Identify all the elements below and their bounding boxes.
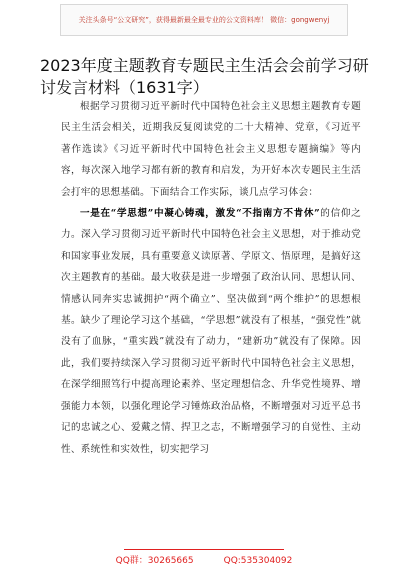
intro-paragraph: 根据学习贯彻习近平新时代中国特色社会主义思想主题教育专题民主生活会相关，近期我反复阅读党的二十大精神、党章，《习近平著作选读》《习近平新时代中国特色社会主义思想专题摘编》等内容，每次深入地学习都有新的教育和启发，为开好本次专题民主生活会打牢的思想基础。下面结合工作实际，谈几点学习体会： bbox=[61, 101, 361, 198]
footer-qq-group: QQ群：30265665 bbox=[115, 556, 194, 566]
section-body: 的信仰之力。深入学习贯彻习近平新时代中国特色社会主义思想，对于推动党和国家事业发展，具有重要意义读原著、学原文、悟原理，是搞好这次主题教育的基础。最大收获是进一步增强了政治认同、思想认同、情感认同奔实忠诚拥护“两个确立”、坚决做到“两个维护”的思想根基。缺少了理论学习这个基础，“学思想”就没有了根基，“强党性”就没有了血脉，“重实践”就没有了动力，“建新功”就没有了保障。因此，我们要持续深入学习贯彻习近平新时代中国特色社会主义思想，在深学细照笃行中提高理论素养、坚定理想信念、升华党性境界、增强能力本领，以强化理论学习锤炼政治品格，不断增强对习近平总书记的忠诚之心、爱戴之情、捍卫之志，不断增强学习的自觉性、主动性、系统性和实效性，切实把学习 bbox=[61, 208, 361, 455]
header-banner bbox=[60, 4, 348, 36]
section-paragraph bbox=[61, 203, 361, 460]
section-heading: 一是在“学思想”中凝心铸魂，激发“不指南方不肯休” bbox=[80, 208, 320, 220]
header-banner-text: 关注头条号“公文研究”，获得最新最全最专业的公文资料库！ 微信：gongwenyj bbox=[78, 16, 330, 24]
page-title: 2023年度主题教育专题民主生活会会前学习研讨发言材料（1631字） bbox=[40, 56, 369, 97]
footer-qq: QQ:535304092 bbox=[223, 556, 293, 566]
document-body bbox=[61, 96, 361, 460]
footer-divider bbox=[124, 549, 284, 550]
footer-contact bbox=[0, 553, 408, 566]
